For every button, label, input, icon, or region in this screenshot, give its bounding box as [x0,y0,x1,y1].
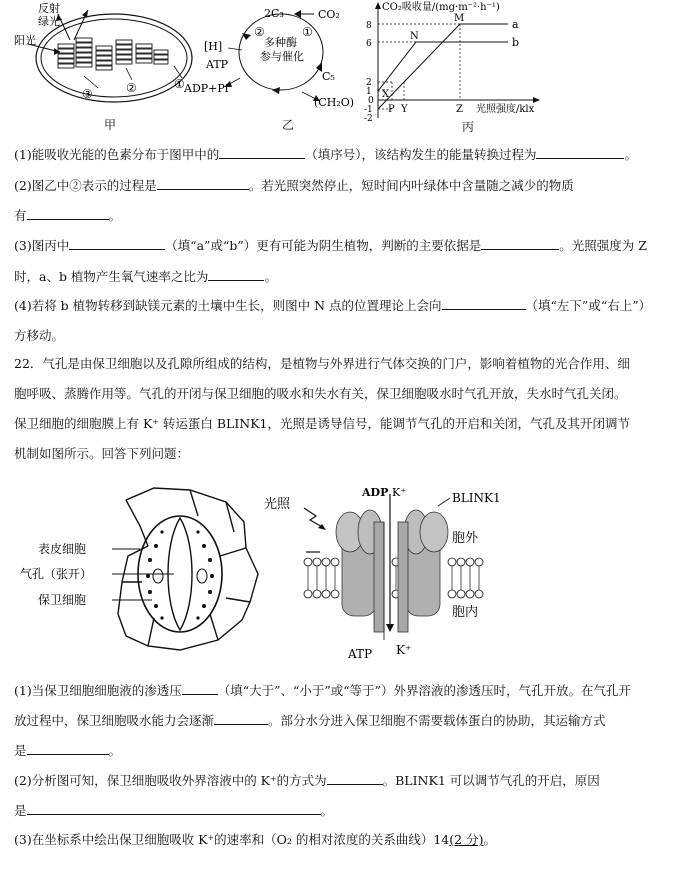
figure-bing-graph [358,0,558,124]
y-tick-2: 2 [366,78,372,88]
label-adp-pi: ADP+Pi [184,82,229,95]
answer-blank[interactable] [182,682,218,695]
q21-line-3: 有 。 [14,208,122,223]
caption-yi: 乙 [282,118,295,132]
y-tick-6: 6 [366,39,372,49]
answer-blank[interactable] [536,146,624,159]
figure-stoma [14,486,274,656]
answer-blank[interactable] [208,268,264,281]
q22-line-3: 是 。 [14,743,122,758]
mark-1: ① [302,25,313,39]
q22-line-5: 是 。 [14,803,334,818]
x-axis-label: 光照强度/klx [476,104,535,115]
q21-line-6: (4)若将 b 植物转移到缺镁元素的土壤中生长，则图中 N 点的位置理论上会向 （填“左下”或“右上”） [14,298,652,313]
answer-blank[interactable] [481,237,559,250]
label-k-bottom: K⁺ [396,643,412,657]
q22-paragraph-2: 胞呼吸、蒸腾作用等。气孔的开闭与保卫细胞的吸水和失水有关，保卫细胞吸水时气孔开放，失水时气孔关闭。 [14,386,627,401]
label-epidermal-cell: 表皮细胞 [38,542,87,556]
score-note: (2 分) [449,832,484,847]
point-p: P [388,104,395,115]
label-stoma-open: 气孔（张开） [20,567,93,581]
series-b-label: b [512,36,520,49]
label-adp: ADP [362,486,389,499]
q21-line-2: (2)图乙中②表示的过程是 。若光照突然停止，短时间内叶绿体中含量随之减少的物质 [14,178,574,193]
answer-blank[interactable] [214,712,268,725]
label-enzymes: 多种酶 [264,36,297,49]
q22-line-6: (3)在坐标系中绘出保卫细胞吸收 K⁺的速率和（O₂ 的相对浓度的关系曲线）14(2 分)。 [14,832,496,847]
answer-blank[interactable] [157,177,249,190]
point-n: N [410,31,419,42]
answer-blank[interactable] [27,802,321,815]
q21-line-4: (3)图丙中 （填“a”或“b”）更有可能为阴生植物，判断的主要依据是 。光照强度为 Z [14,238,647,253]
y-tick-neg1: -1 [364,105,373,115]
answer-blank[interactable] [219,146,305,159]
label-ch2o: (CH₂O) [314,96,355,109]
q21-line-1: (1)能吸收光能的色素分布于图甲中的 （填序号），该结构发生的能量转换过程为 。 [14,147,637,162]
mark-2: ② [126,81,137,95]
mark-3: ③ [82,87,93,101]
label-co2: CO₂ [318,8,340,21]
figure-yi-calvin-cycle [184,0,364,112]
answer-blank[interactable] [27,742,109,755]
answer-blank[interactable] [27,207,109,220]
label-c5: C₅ [322,70,335,83]
q22-line-1: (1)当保卫细胞细胞液的渗透压 （填“大于”、“小于”或“等于”）外界溶液的渗透压时，气孔开放。在气孔开 [14,683,632,698]
caption-jia: 甲 [104,118,117,132]
label-green-light: 绿光 [38,15,60,28]
y-tick-1: 1 [366,87,372,97]
answer-blank[interactable] [69,237,165,250]
point-m: M [454,13,465,24]
point-x: X [382,89,390,100]
label-guard-cell: 保卫细胞 [38,593,87,607]
figure-jia-chloroplast [14,0,194,112]
figure-membrane-blink1 [256,482,526,662]
q22-paragraph-3: 保卫细胞的细胞膜上有 K⁺ 转运蛋白 BLINK1，光照是诱导信号，能调节气孔的开启和关闭，气孔及其开闭调节 [14,416,631,431]
series-a-label: a [512,18,519,31]
label-inside: 胞内 [452,605,479,620]
answer-blank[interactable] [442,297,526,310]
label-outside: 胞外 [452,531,479,546]
y-tick-8: 8 [366,21,372,31]
label-2c3: 2C₃ [264,7,284,20]
label-light: 光照 [264,497,291,512]
q21-line-7: 方移动。 [14,328,65,343]
caption-bing: 丙 [462,120,475,134]
point-z: Z [456,104,463,115]
label-reflect: 反射 [38,2,60,15]
label-catalysis: 参与催化 [260,50,304,63]
mark-1: ① [174,77,185,91]
label-h: [H] [204,40,223,53]
label-k-top: K⁺ [392,486,407,499]
y-tick-neg2: -2 [364,114,373,124]
label-atp: ATP [348,647,373,661]
label-atp: ATP [206,58,229,71]
answer-blank[interactable] [327,772,383,785]
label-sunlight: 阳光 [14,34,36,47]
y-axis-label: CO₂吸收量/(mg·m⁻²·h⁻¹) [382,2,500,13]
q22-paragraph-1: 22．气孔是由保卫细胞以及孔隙所组成的结构，是植物与外界进行气体交换的门户，影响着植物的光合作用、细 [14,356,630,371]
q22-line-2: 放过程中，保卫细胞吸水能力会逐渐 。部分水分进入保卫细胞不需要载体蛋白的协助，其运输方式 [14,713,606,728]
q22-paragraph-4: 机制如图所示。回答下列问题： [14,446,190,461]
q22-line-4: (2)分析图可知，保卫细胞吸收外界溶液中的 K⁺的方式为 。BLINK1 可以调节气孔的开启，原因 [14,773,600,788]
mark-2: ② [254,25,265,39]
y-tick-0: 0 [368,96,374,106]
label-blink1: BLINK1 [452,491,501,505]
point-y: Y [401,104,408,115]
q21-line-5: 时，a、b 植物产生氧气速率之比为 。 [14,269,277,284]
